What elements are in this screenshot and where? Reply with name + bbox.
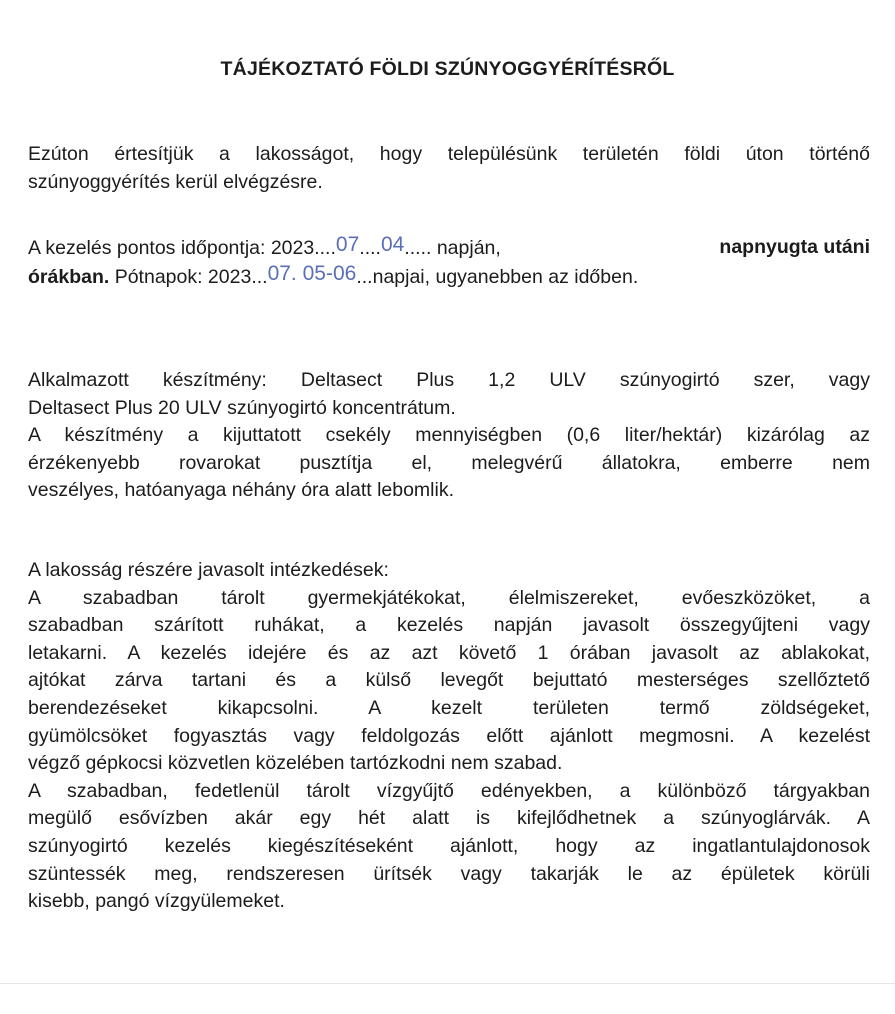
measures-line: gyümölcsöket fogyasztás vagy feldolgozás előtt ajánlott megmosni. A kezelést [28, 724, 870, 747]
schedule-dots-4: ..... [404, 237, 432, 259]
measures-line: megülő esővízben akár egy hét alatt is kifejlődhetnek a szúnyoglárvák. A [28, 807, 870, 830]
intro-paragraph [28, 141, 870, 196]
handwritten-day: 04 [380, 233, 405, 256]
intro-line-2: szúnyoggyérítés kerül elvégzésre. [28, 170, 323, 193]
measures-line: A szabadban tárolt gyermekjátékokat, élelmiszereket, evőeszközöket, a [28, 586, 870, 609]
measures-line: végző gépkocsi közvetlen közelében tartózkodni nem szabad. [28, 752, 563, 775]
schedule-dots-3: ... [364, 237, 381, 259]
intro-line-1: Ezúton értesítjük a lakosságot, hogy településünk területén földi úton történő [28, 143, 870, 165]
product-line-4: érzékenyebb rovarokat pusztítja el, melegvérű állatokra, emberre nem [28, 451, 870, 474]
measures-heading: A lakosság részére javasolt intézkedések: [28, 559, 389, 581]
schedule-spare-prefix: Pótnapok: 2023. [109, 265, 257, 288]
schedule-line-2 [28, 263, 870, 292]
measures-line: szabadban szárított ruhákat, a kezelés napján javasolt összegyűjteni vagy [28, 614, 870, 637]
schedule-paragraph [28, 234, 870, 291]
product-line-2: Deltasect Plus 20 ULV szúnyogirtó koncentrátum. [28, 396, 456, 419]
measures-line: A szabadban, fedetlenül tárolt vízgyűjtő edényekben, a különböző tárgyakban [28, 779, 870, 802]
measures-line: ajtókat zárva tartani és a külső levegőt bejuttató mesterséges szellőztető [28, 669, 870, 692]
schedule-dots-1: ... [319, 237, 336, 259]
product-line-3: A készítmény a kijuttatott csekély mennyiségben (0,6 liter/hektár) kizárólag az [28, 424, 870, 447]
document-title: TÁJÉKOZTATÓ FÖLDI SZÚNYOGGYÉRÍTÉSRŐL [220, 58, 675, 80]
measures-line: letakarni. A kezelés idejére és az azt követő 1 órában javasolt az ablakokat, [28, 641, 870, 664]
schedule-mid: napján, [431, 237, 507, 259]
handwritten-spare-days: 07. 05-06 [267, 261, 357, 285]
measures-line: szüntessék meg, rendszeresen ürítsék vagy takarják le az épületek körüli [28, 862, 870, 885]
measures-paragraph [28, 557, 870, 916]
product-line-5: veszélyes, hatóanyaga néhány óra alatt lebomlik. [28, 479, 455, 502]
schedule-dots-6: ... [356, 265, 373, 288]
schedule-dots-5: .. [256, 265, 268, 288]
measures-line: berendezéseket kikapcsolni. A kezelt területen termő zöldségeket, [28, 696, 870, 719]
product-line-1: Alkalmazott készítmény: Deltasect Plus 1,2 ULV szúnyogirtó szer, vagy [28, 369, 870, 391]
schedule-bold-2: órákban. [28, 265, 110, 288]
schedule-dots-2: . [359, 237, 365, 259]
scan-edge-line [0, 983, 895, 984]
schedule-prefix: A kezelés pontos időpontja: 2023. [28, 237, 320, 259]
schedule-suffix: napjai, ugyanebben az időben. [372, 265, 639, 288]
schedule-date-group [28, 234, 506, 263]
schedule-bold-1: napnyugta utáni [719, 236, 870, 258]
measures-line: szúnyogirtó kezelés kiegészítéseként ajánlott, hogy az ingatlantulajdonosok [28, 834, 870, 857]
handwritten-month: 07 [335, 233, 360, 256]
product-paragraph [28, 367, 870, 505]
schedule-line-1 [28, 234, 870, 263]
measures-line: kisebb, pangó vízgyülemeket. [28, 890, 285, 913]
